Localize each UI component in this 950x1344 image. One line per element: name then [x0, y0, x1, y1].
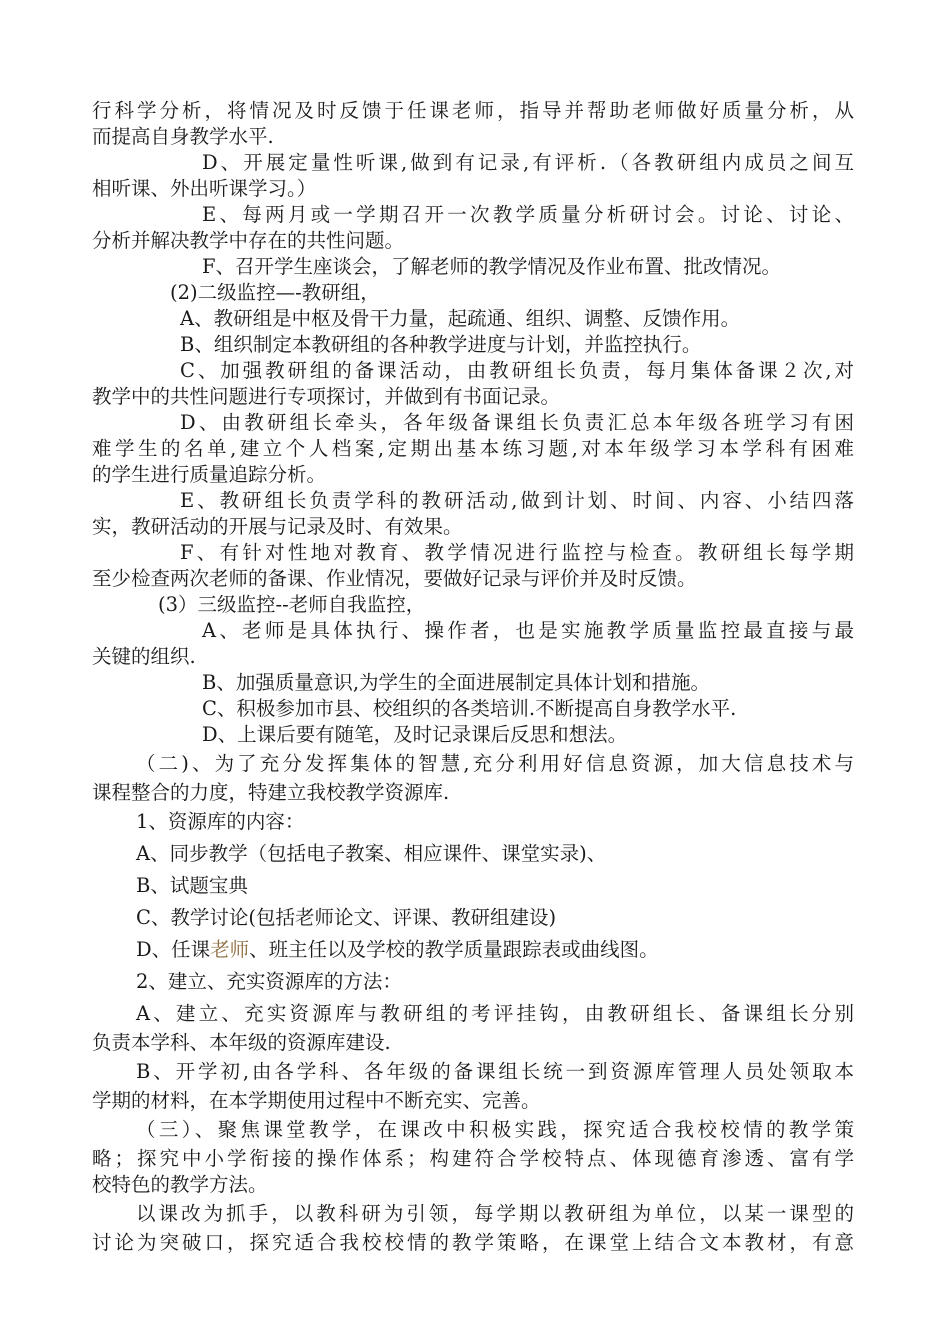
text-line — [92, 1146, 854, 1172]
text-segment: 的学生进行质量追踪分析。 — [92, 463, 327, 486]
text-segment: C、加强教研组的备课活动，由教研组长负责，每月集体备课２次,对 — [180, 359, 854, 382]
text-segment: （二)、为了充分发挥集体的智慧,充分利用好信息资源，加大信息技术与 — [136, 752, 854, 775]
text-segment: E、教研组长负责学科的教研活动,做到计划、时间、内容、小结四落 — [180, 489, 854, 512]
text-segment: 负责本学科、本年级的资源库建设. — [92, 1031, 391, 1054]
text-segment: 而提高自身教学水平. — [92, 125, 274, 148]
text-line — [92, 870, 854, 902]
text-segment: E、每两月或一学期召开一次教学质量分析研讨会。讨论、讨论、 — [202, 203, 854, 226]
text-line — [92, 618, 854, 644]
text-segment: B、组织制定本教研组的各种教学进度与计划，并监控执行。 — [180, 333, 702, 356]
text-segment: 1、资源库的内容： — [136, 810, 305, 833]
text-segment: A、建立、充实资源库与教研组的考评挂钩，由教研组长、备课组长分别 — [136, 1002, 854, 1025]
text-line — [92, 838, 854, 870]
text-segment: 行科学分析，将情况及时反馈于任课老师，指导并帮助老师做好质量分析，从 — [92, 99, 854, 122]
text-line — [92, 98, 854, 124]
text-line — [92, 462, 854, 488]
text-segment: A、老师是具体执行、操作者，也是实施教学质量监控最直接与最 — [202, 619, 854, 642]
text-line — [92, 488, 854, 514]
text-line — [92, 566, 854, 592]
text-segment: 关键的组织. — [92, 645, 196, 668]
text-segment: 至少检查两次老师的备课、作业情况，要做好记录与评价并及时反馈。 — [92, 567, 697, 590]
text-line — [92, 1114, 854, 1146]
text-segment: 、班主任以及学校的教学质量跟踪表或曲线图。 — [249, 938, 659, 961]
text-line — [92, 966, 854, 998]
text-segment: F、召开学生座谈会，了解老师的教学情况及作业布置、批改情况。 — [202, 255, 782, 278]
text-segment: B、开学初,由各学科、各年级的备课组长统一到资源库管理人员处领取本 — [136, 1060, 854, 1083]
text-line — [92, 1088, 854, 1114]
text-line — [92, 254, 854, 280]
text-line — [92, 358, 854, 384]
text-line — [92, 384, 854, 410]
text-line — [92, 280, 854, 306]
text-segment: 教学中的共性问题进行专项探讨，并做到有书面记录。 — [92, 385, 561, 408]
text-line — [92, 592, 854, 618]
text-line — [92, 1230, 854, 1256]
text-line — [92, 410, 854, 436]
text-line — [92, 332, 854, 358]
text-line — [92, 780, 854, 806]
text-line — [92, 670, 854, 696]
text-segment: 实，教研活动的开展与记录及时、有效果。 — [92, 515, 463, 538]
text-segment: 相听课、外出听课学习。） — [92, 177, 317, 200]
text-line — [92, 644, 854, 670]
text-line — [92, 748, 854, 780]
text-line — [92, 998, 854, 1030]
text-segment: B、加强质量意识,为学生的全面进展制定具体计划和措施。 — [202, 671, 711, 694]
text-segment: A、同步教学（包括电子教案、相应课件、课堂实录)、 — [136, 842, 607, 865]
text-line — [92, 696, 854, 722]
text-segment: C、教学讨论(包括老师论文、评课、教研组建设) — [136, 906, 557, 929]
text-segment: A、教研组是中枢及骨干力量，起疏通、组织、调整、反馈作用。 — [180, 307, 741, 330]
text-segment: 课程整合的力度，特建立我校教学资源库. — [92, 781, 450, 804]
text-segment: 2、建立、充实资源库的方法： — [136, 970, 402, 993]
text-line — [92, 436, 854, 462]
text-line — [92, 540, 854, 566]
text-line — [92, 722, 854, 748]
text-line — [92, 1030, 854, 1056]
text-line — [92, 1056, 854, 1088]
text-line — [92, 150, 854, 176]
text-line — [92, 202, 854, 228]
text-segment: F、有针对性地对教育、教学情况进行监控与检查。教研组长每学期 — [180, 541, 854, 564]
text-segment: 学期的材料，在本学期使用过程中不断充实、完善。 — [92, 1089, 541, 1112]
text-segment: D、开展定量性听课,做到有记录,有评析.（各教研组内成员之间互 — [202, 151, 854, 174]
text-segment: (2)二级监控—-教研组， — [170, 281, 380, 304]
document-body — [92, 98, 854, 1256]
text-segment: 分析并解决教学中存在的共性问题。 — [92, 229, 405, 252]
text-segment: 略；探究中小学衔接的操作体系；构建符合学校特点、体现德育渗透、富有学 — [92, 1147, 854, 1170]
text-segment: D、上课后要有随笔，及时记录课后反思和想法。 — [202, 723, 628, 746]
text-segment: D、任课 — [136, 938, 211, 961]
text-segment: B、试题宝典 — [136, 874, 248, 897]
text-segment: （三）、聚焦课堂教学，在课改中积极实践，探究适合我校校情的教学策 — [136, 1118, 854, 1141]
text-line — [92, 806, 854, 838]
text-line — [92, 1172, 854, 1198]
text-segment: 讨论为突破口，探究适合我校校情的教学策略，在课堂上结合文本教材，有意 — [92, 1231, 854, 1254]
text-line — [92, 306, 854, 332]
text-segment: 以课改为抓手，以教科研为引领，每学期以教研组为单位，以某一课型的 — [136, 1202, 854, 1225]
text-line — [92, 902, 854, 934]
text-line — [92, 228, 854, 254]
text-segment: 校特色的教学方法。 — [92, 1173, 268, 1196]
text-line — [92, 124, 854, 150]
text-line — [92, 1198, 854, 1230]
text-segment: D、由教研组长牵头，各年级备课组长负责汇总本年级各班学习有困 — [180, 411, 854, 434]
text-line — [92, 934, 854, 966]
text-segment: (3）三级监控--老师自我监控， — [158, 593, 426, 616]
text-segment: 难学生的名单,建立个人档案,定期出基本练习题,对本年级学习本学科有困难 — [92, 437, 854, 460]
highlighted-link-text[interactable]: 老师 — [210, 938, 250, 961]
text-line — [92, 176, 854, 202]
text-segment: C、积极参加市县、校组织的各类培训.不断提高自身教学水平. — [202, 697, 737, 720]
text-line — [92, 514, 854, 540]
